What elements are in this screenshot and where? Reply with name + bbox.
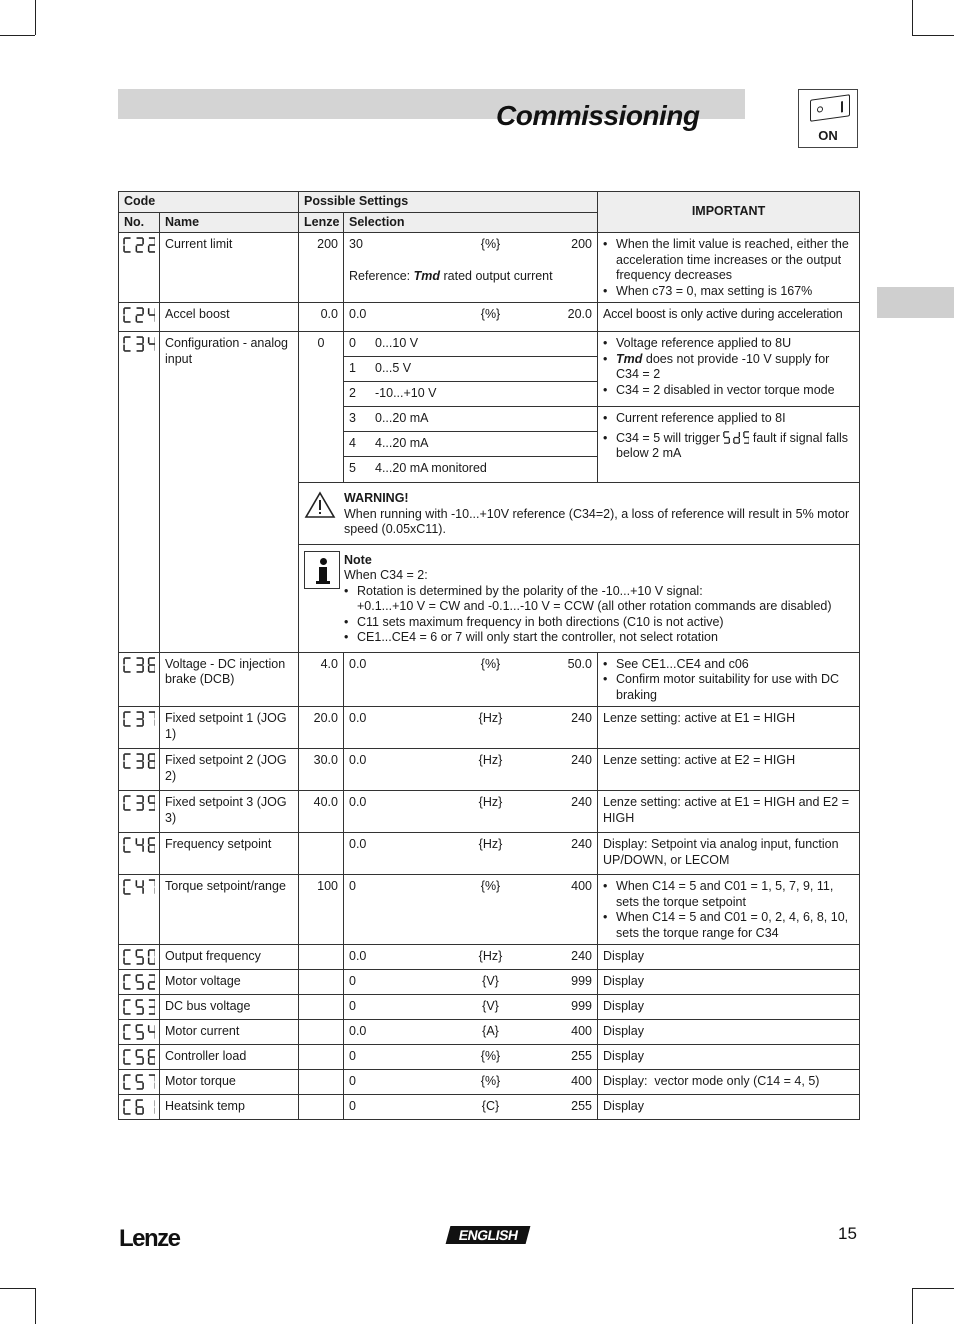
name-cell: Fixed setpoint 1 (JOG 1) — [160, 707, 299, 749]
option-value: 4...20 mA monitored — [375, 461, 487, 475]
unit: {%} — [480, 879, 501, 893]
option-row — [344, 357, 597, 382]
seg-code — [123, 336, 155, 352]
important-cell: Display — [598, 995, 860, 1020]
seg-code — [123, 1049, 155, 1065]
code-cell — [119, 652, 160, 707]
important-cell — [598, 652, 860, 707]
option-key: 1 — [349, 361, 356, 375]
max-value: 240 — [571, 753, 592, 767]
seg-code — [123, 949, 155, 965]
switch-icon — [810, 94, 850, 122]
name-cell: DC bus voltage — [160, 995, 299, 1020]
unit: {C} — [481, 1099, 500, 1113]
min-value: 0 — [349, 1049, 356, 1063]
header-possible-settings: Possible Settings — [299, 192, 598, 213]
selection-cell — [344, 875, 598, 945]
seg-code — [123, 711, 155, 727]
selection-cell — [344, 791, 598, 833]
lenze-cell — [299, 970, 344, 995]
note-text: fault if signal falls below 2 mA — [616, 430, 849, 460]
code-cell — [119, 1020, 160, 1045]
lenze-cell — [299, 1070, 344, 1095]
code-cell — [119, 233, 160, 303]
crop-mark — [912, 0, 913, 35]
min-value: 0 — [349, 1099, 356, 1113]
unit: {Hz} — [478, 711, 503, 725]
note-text: does not provide -10 V supply for C34 = 2 — [616, 351, 830, 381]
seg-code — [123, 999, 155, 1015]
min-value: 0.0 — [349, 711, 367, 725]
important-cell: Display — [598, 970, 860, 995]
table-row — [119, 875, 860, 945]
selection-cell — [344, 970, 598, 995]
min-value: 30 — [349, 237, 363, 251]
important-cell: Display — [598, 1045, 860, 1070]
selection-cell — [344, 1095, 598, 1120]
min-value: 0 — [349, 999, 356, 1013]
seg-code — [723, 431, 749, 444]
seg-code — [123, 1074, 155, 1090]
chapter-tab — [877, 287, 954, 318]
note-item — [603, 431, 854, 462]
table-row — [119, 995, 860, 1020]
code-cell — [119, 707, 160, 749]
important-cell: Lenze setting: active at E1 = HIGH and E2 = HIGH — [598, 791, 860, 833]
option-key: 0 — [349, 336, 356, 350]
max-value: 255 — [571, 1049, 592, 1063]
warning-text: When running with -10...+10V reference (C34=2), a loss of reference will result in 5% motor speed (0.05xC11). — [344, 506, 850, 536]
code-cell — [119, 749, 160, 791]
header-no: No. — [119, 212, 160, 233]
table-row — [119, 1070, 860, 1095]
note-item: • C34 = 2 disabled in vector torque mode — [603, 383, 854, 399]
voltage-notes — [598, 332, 859, 407]
code-cell — [119, 332, 160, 653]
code-cell — [119, 1045, 160, 1070]
min-value: 0.0 — [349, 949, 367, 963]
note-intro: When C34 = 2: — [344, 568, 428, 582]
lenze-cell: 4.0 — [299, 652, 344, 707]
selection-cell — [344, 833, 598, 875]
parameter-table — [118, 191, 860, 1120]
max-value: 400 — [571, 1074, 592, 1088]
unit: {%} — [480, 307, 501, 321]
note-item — [344, 584, 851, 615]
note-title: Note — [344, 552, 372, 567]
important-cell: Display: vector mode only (C14 = 4, 5) — [598, 1070, 860, 1095]
name-cell: Current limit — [160, 233, 299, 303]
table-row — [119, 233, 860, 303]
seg-code — [123, 795, 155, 811]
selection-options — [344, 332, 598, 483]
selection-cell — [344, 749, 598, 791]
option-key: 4 — [349, 436, 356, 450]
header-name: Name — [160, 212, 299, 233]
crop-mark — [912, 1288, 954, 1289]
lenze-cell: 0 — [299, 332, 344, 483]
lenze-cell — [299, 1095, 344, 1120]
important-cell: Display — [598, 945, 860, 970]
seg-code — [123, 837, 155, 853]
code-cell — [119, 875, 160, 945]
lenze-cell — [299, 995, 344, 1020]
table-row — [119, 970, 860, 995]
note-item: • Current reference applied to 8I — [603, 411, 854, 427]
option-row — [344, 332, 597, 357]
table-row — [119, 791, 860, 833]
option-value: -10...+10 V — [375, 386, 437, 400]
seg-code — [123, 307, 155, 323]
max-value: 240 — [571, 795, 592, 809]
code-cell — [119, 995, 160, 1020]
unit: {A} — [482, 1024, 499, 1038]
tmd-label: Tmd — [616, 351, 643, 366]
name-cell: Fixed setpoint 2 (JOG 2) — [160, 749, 299, 791]
option-value: 0...5 V — [375, 361, 412, 375]
note-item: • When C14 = 5 and C01 = 0, 2, 4, 6, 8, 10, sets the torque range for C34 — [603, 910, 854, 941]
min-value: 0.0 — [349, 307, 367, 321]
note-item: • Voltage reference applied to 8U — [603, 336, 854, 352]
lenze-cell — [299, 1020, 344, 1045]
seg-code — [123, 237, 155, 253]
min-value: 0.0 — [349, 837, 367, 851]
option-key: 5 — [349, 461, 356, 475]
name-cell: Controller load — [160, 1045, 299, 1070]
name-cell: Frequency setpoint — [160, 833, 299, 875]
max-value: 240 — [571, 711, 592, 725]
name-cell: Configuration - analog input — [160, 332, 299, 653]
max-value: 240 — [571, 949, 592, 963]
max-value: 999 — [571, 974, 592, 988]
important-cell — [598, 875, 860, 945]
selection-cell — [344, 995, 598, 1020]
table-row — [119, 707, 860, 749]
note-text: +0.1...+10 V = CW and -0.1...-10 V = CCW (all other rotation commands are disabled) — [357, 599, 832, 613]
reference-text — [349, 269, 592, 285]
min-value: 0 — [349, 879, 356, 893]
lenze-cell: 100 — [299, 875, 344, 945]
page-title: Commissioning — [496, 100, 700, 131]
crop-mark — [35, 1288, 36, 1324]
header-important: IMPORTANT — [598, 192, 860, 233]
max-value: 999 — [571, 999, 592, 1013]
important-cell: Lenze setting: active at E1 = HIGH — [598, 707, 860, 749]
important-cell — [598, 233, 860, 303]
note-item: • When c73 = 0, max setting is 167% — [603, 284, 854, 300]
lenze-cell: 40.0 — [299, 791, 344, 833]
name-cell: Motor current — [160, 1020, 299, 1045]
note-item: • See CE1...CE4 and c06 — [603, 657, 854, 673]
unit: {Hz} — [478, 949, 503, 963]
selection-cell — [344, 303, 598, 332]
selection-cell — [344, 233, 598, 303]
table-row — [119, 749, 860, 791]
important-cell: Lenze setting: active at E2 = HIGH — [598, 749, 860, 791]
selection-cell — [344, 707, 598, 749]
crop-mark — [0, 35, 35, 36]
unit: {%} — [480, 656, 501, 671]
max-value: 255 — [571, 1099, 592, 1113]
note-item: • Confirm motor suitability for use with DC braking — [603, 672, 854, 703]
crop-mark — [912, 1288, 913, 1324]
code-cell — [119, 833, 160, 875]
option-key: 3 — [349, 411, 356, 425]
crop-mark — [35, 0, 36, 35]
important-cell: Display — [598, 1020, 860, 1045]
tmd-label: Tmd — [413, 268, 441, 283]
reference-rest: rated output current — [443, 268, 553, 283]
lenze-cell — [299, 945, 344, 970]
note-text: C34 = 5 will trigger — [616, 430, 720, 445]
option-value: 0...10 V — [375, 336, 419, 350]
min-value: 0.0 — [349, 1024, 367, 1038]
code-cell — [119, 791, 160, 833]
power-on-icon — [798, 89, 858, 148]
max-value: 240 — [571, 837, 592, 851]
important-cell: Accel boost is only active during acceleration — [598, 303, 860, 332]
selection-cell — [344, 1020, 598, 1045]
selection-cell — [344, 1045, 598, 1070]
unit: {%} — [480, 1074, 501, 1088]
table-row — [119, 1020, 860, 1045]
lenze-cell: 200 — [299, 233, 344, 303]
unit: {V} — [482, 999, 499, 1013]
language-label: ENGLISH — [457, 1227, 519, 1243]
note-text: Rotation is determined by the polarity of the -10...+10 V signal: — [357, 583, 703, 598]
unit: {%} — [480, 1049, 501, 1063]
note-item: • When C14 = 5 and C01 = 1, 5, 7, 9, 11, sets the torque setpoint — [603, 879, 854, 910]
table-row — [119, 303, 860, 332]
option-row — [344, 432, 597, 457]
header-lenze: Lenze — [299, 212, 344, 233]
selection-cell — [344, 945, 598, 970]
table-row — [119, 1095, 860, 1120]
note-item — [603, 352, 854, 383]
name-cell: Fixed setpoint 3 (JOG 3) — [160, 791, 299, 833]
code-cell — [119, 970, 160, 995]
selection-cell — [344, 1070, 598, 1095]
name-cell: Motor torque — [160, 1070, 299, 1095]
min-value: 0.0 — [349, 753, 367, 767]
min-value: 0 — [349, 1074, 356, 1088]
name-cell: Voltage - DC injection brake (DCB) — [160, 652, 299, 707]
page-number: 15 — [838, 1224, 857, 1243]
on-label: ON — [818, 128, 838, 143]
lenze-cell: 30.0 — [299, 749, 344, 791]
name-cell: Torque setpoint/range — [160, 875, 299, 945]
seg-code — [123, 753, 155, 769]
option-value: 4...20 mA — [375, 436, 429, 450]
max-value: 50.0 — [567, 656, 592, 671]
note-item: • When the limit value is reached, either the acceleration time increases or the output frequency decreases — [603, 237, 854, 284]
reference-label: Reference: — [349, 268, 411, 283]
important-cell — [598, 332, 860, 483]
max-value: 200 — [571, 237, 592, 251]
lenze-logo: Lenze — [119, 1225, 180, 1252]
name-cell: Output frequency — [160, 945, 299, 970]
unit: {Hz} — [478, 837, 503, 851]
table-row — [119, 833, 860, 875]
code-cell — [119, 1070, 160, 1095]
max-value: 400 — [571, 879, 592, 893]
unit: {Hz} — [478, 753, 503, 767]
seg-code — [123, 879, 155, 895]
seg-code — [123, 657, 155, 673]
max-value: 20.0 — [567, 307, 592, 321]
unit: {%} — [480, 237, 501, 251]
seg-code — [123, 974, 155, 990]
lenze-cell: 20.0 — [299, 707, 344, 749]
warning-box — [299, 483, 860, 545]
table-row — [119, 652, 860, 707]
lenze-cell — [299, 1045, 344, 1070]
crop-mark — [912, 35, 954, 36]
lenze-cell — [299, 833, 344, 875]
option-row — [344, 407, 597, 432]
language-badge — [446, 1226, 531, 1244]
option-value: 0...20 mA — [375, 411, 429, 425]
warning-icon — [304, 491, 336, 519]
note-box — [299, 544, 860, 652]
max-value: 400 — [571, 1024, 592, 1038]
seg-code — [123, 1024, 155, 1040]
min-value: 0.0 — [349, 795, 367, 809]
seg-code — [123, 1099, 155, 1115]
unit: {Hz} — [478, 795, 503, 809]
note-item: • C11 sets maximum frequency in both directions (C10 is not active) — [344, 615, 851, 631]
table-row — [119, 332, 860, 483]
code-cell — [119, 1095, 160, 1120]
option-key: 2 — [349, 386, 356, 400]
min-value: 0 — [349, 974, 356, 988]
info-icon — [304, 551, 340, 589]
important-cell: Display: Setpoint via analog input, function UP/DOWN, or LECOM — [598, 833, 860, 875]
code-cell — [119, 303, 160, 332]
name-cell: Motor voltage — [160, 970, 299, 995]
table-row — [119, 945, 860, 970]
table-row — [119, 1045, 860, 1070]
current-notes — [598, 407, 859, 466]
note-item: • CE1...CE4 = 6 or 7 will only start the controller, not select rotation — [344, 630, 851, 646]
name-cell: Heatsink temp — [160, 1095, 299, 1120]
option-row — [344, 382, 597, 407]
warning-title: WARNING! — [344, 491, 409, 505]
header-code: Code — [119, 192, 299, 213]
min-value: 0.0 — [349, 656, 367, 671]
code-cell — [119, 945, 160, 970]
selection-cell — [344, 652, 598, 707]
important-cell: Display — [598, 1095, 860, 1120]
lenze-cell: 0.0 — [299, 303, 344, 332]
unit: {V} — [482, 974, 499, 988]
option-row — [344, 457, 597, 482]
header-selection: Selection — [344, 212, 598, 233]
name-cell: Accel boost — [160, 303, 299, 332]
crop-mark — [0, 1288, 35, 1289]
